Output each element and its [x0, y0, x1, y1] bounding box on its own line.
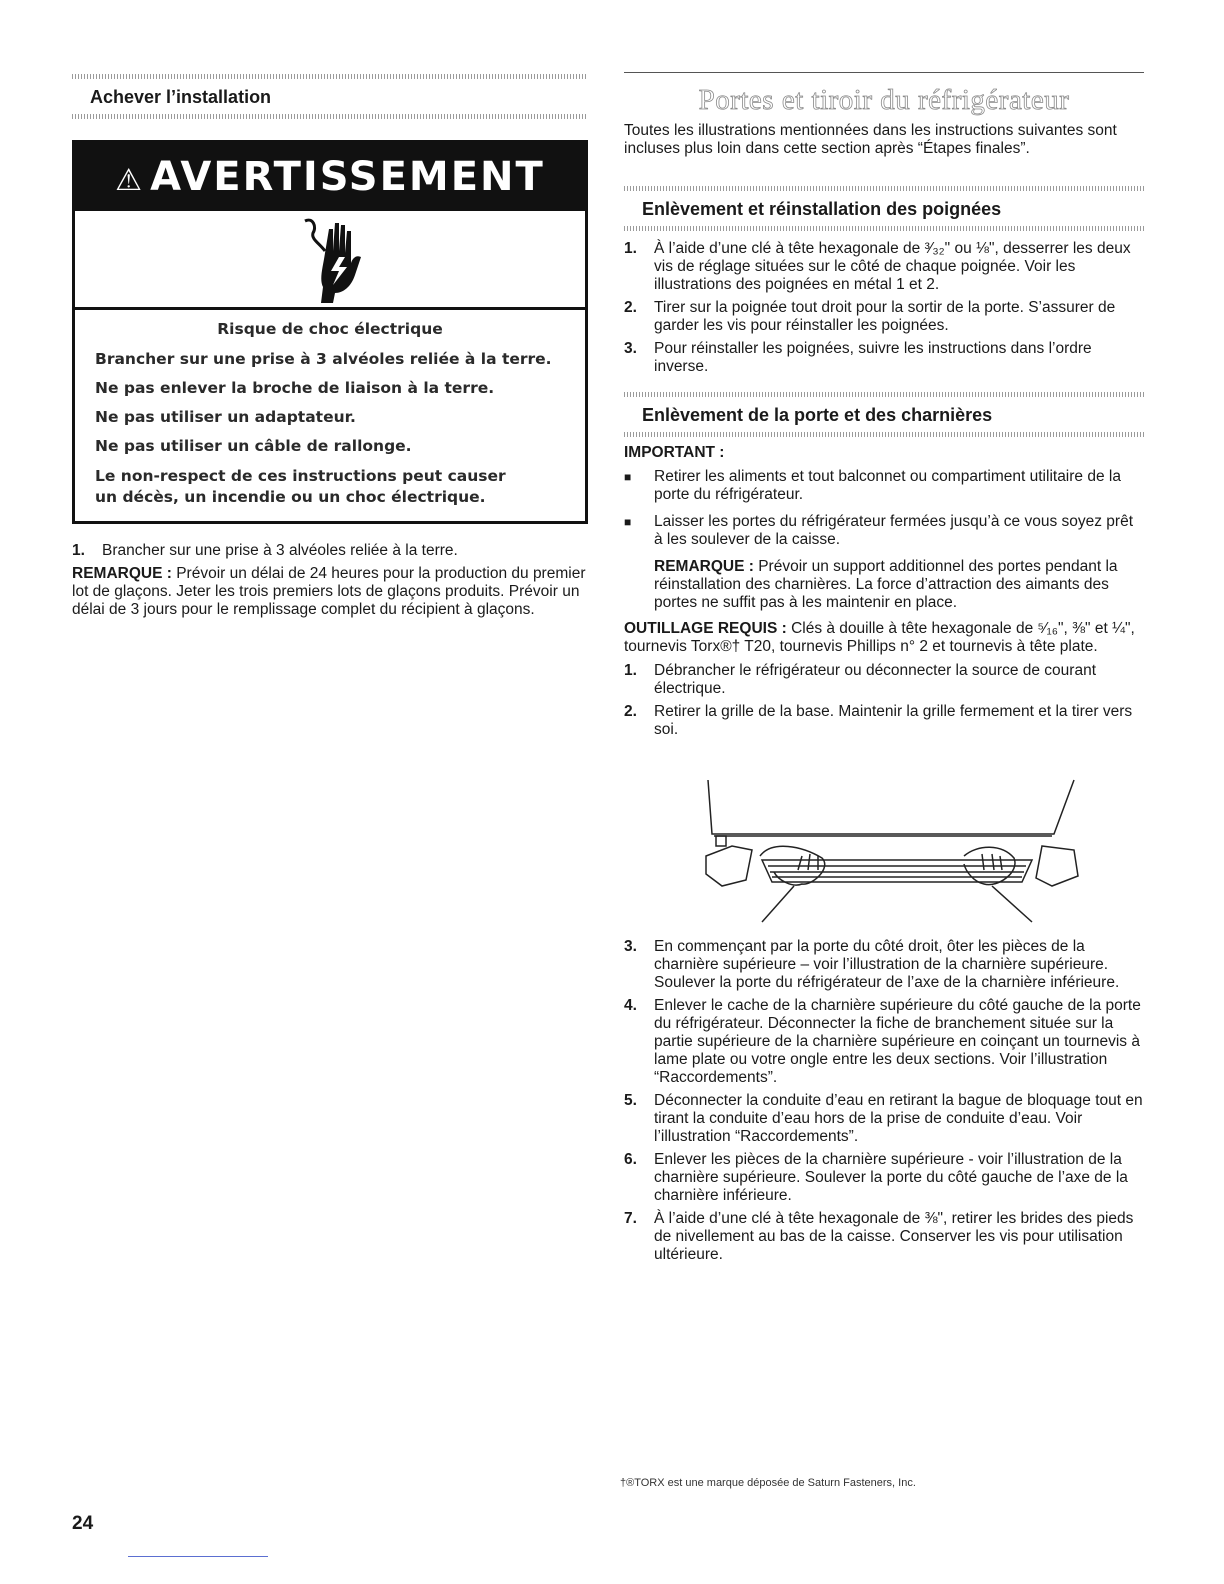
step-text: Brancher sur une prise à 3 alvéoles reliée à la terre.: [102, 542, 458, 559]
bullet-icon: ■: [624, 470, 632, 484]
doors-content: [624, 444, 1144, 744]
step-number: 3.: [624, 340, 637, 357]
warning-banner: [75, 143, 585, 211]
note-label: REMARQUE :: [72, 565, 172, 582]
step-number: 2.: [624, 703, 637, 720]
bottom-link-rule: [128, 1556, 268, 1557]
step-text: En commençant par la porte du côté droit, ôter les pièces de la charnière supérieure – voir l’illustration de la charnière supérieure. Soulever la porte du réfrigérateur de l’axe de la charnière inférieure.: [654, 938, 1120, 991]
warning-line: Ne pas utiliser un câble de rallonge.: [95, 437, 412, 455]
warning-last-line-2: un décès, un incendie ou un choc électrique.: [95, 488, 486, 506]
base-grille-removal-illustration: [702, 776, 1082, 926]
note-label: REMARQUE :: [654, 558, 754, 575]
step-number: 1.: [624, 662, 637, 679]
list-item: [624, 662, 1144, 698]
section-title: Enlèvement et réinstallation des poignées: [642, 199, 1002, 219]
warning-line: [95, 466, 585, 508]
footnote: †®TORX est une marque déposée de Saturn Fasteners, Inc.: [620, 1477, 916, 1489]
step-text: À l’aide d’une clé à tête hexagonale de ⅜", retirer les brides des pieds de nivellement au bas de la caisse. Conserver les vis pour utilisation ultérieure.: [654, 1210, 1134, 1263]
tools-label: OUTILLAGE REQUIS :: [624, 620, 787, 637]
note-paragraph: [654, 558, 1144, 612]
list-item: [624, 703, 1144, 739]
warning-line: Brancher sur une prise à 3 alvéoles reliée à la terre.: [95, 350, 552, 368]
doors-steps-continued: [624, 938, 1144, 1269]
note-text: Prévoir un support additionnel des portes pendant la réinstallation des charnières. La force d’attraction des aimants des portes ne suffit pas à les maintenir en place.: [654, 558, 1118, 611]
bullet-icon: ■: [624, 515, 632, 529]
bullet-text: Laisser les portes du réfrigérateur fermées jusqu’à ce vous soyez prêt à les soulever de la caisse.: [654, 513, 1134, 548]
step-number: 2.: [624, 299, 637, 316]
bullet-text: Retirer les aliments et tout balconnet ou compartiment utilitaire de la porte du réfrigérateur.: [654, 468, 1121, 503]
step-text: Débrancher le réfrigérateur ou déconnecter la source de courant électrique.: [654, 662, 1097, 697]
top-rule: [624, 72, 1144, 73]
step-number: 1.: [72, 542, 85, 559]
tools-text: Clés à douille à tête hexagonale de ⁵⁄₁₆", ⅜" et ¼", tournevis Torx®† T20, tournevis Phillips n° 2 et tournevis à tête plate.: [624, 620, 1135, 655]
warning-line: Ne pas utiliser un adaptateur.: [95, 408, 356, 426]
step-number: 6.: [624, 1151, 637, 1168]
section-header-installation: [72, 74, 588, 119]
important-label: IMPORTANT :: [624, 444, 725, 461]
note-text: Prévoir un délai de 24 heures pour la production du premier lot de glaçons. Jeter les trois premiers lots de glaçons produits. Prévoir un délai de 3 jours pour le remplissage complet du récipient à glaçons.: [72, 565, 586, 618]
note-paragraph: [72, 565, 588, 619]
list-item: [624, 299, 1144, 335]
list-item: [624, 1210, 1144, 1264]
step-number: 1.: [624, 240, 637, 257]
step-text: Déconnecter la conduite d’eau en retirant la bague de bloquage tout en tirant la conduite d’eau hors de la prise de conduite d’eau. Voir l’illustration “Raccordements”.: [654, 1092, 1143, 1145]
list-item: [624, 1092, 1144, 1146]
list-item: [72, 542, 588, 560]
step-text: Tirer sur la poignée tout droit pour la sortir de la porte. S’assurer de garder les vis pour réinstaller les poignées.: [654, 299, 1116, 334]
section-title: Enlèvement de la porte et des charnières: [642, 405, 993, 425]
list-item: [624, 513, 1144, 549]
warning-box: [72, 140, 588, 524]
list-item: [624, 340, 1144, 376]
intro-paragraph: Toutes les illustrations mentionnées dans les instructions suivantes sont incluses plus loin dans cette section après “Étapes finales”.: [624, 122, 1117, 157]
tools-paragraph: [624, 620, 1144, 656]
step-number: 3.: [624, 938, 637, 955]
list-item: [624, 240, 1144, 294]
step-number: 4.: [624, 997, 637, 1014]
warning-icon-zone: [75, 211, 585, 310]
warning-last-line-1: Le non-respect de ces instructions peut causer: [95, 467, 506, 485]
step-number: 5.: [624, 1092, 637, 1109]
list-item: [624, 468, 1144, 504]
step-text: À l’aide d’une clé à tête hexagonale de ³⁄₃₂" ou ⅛", desserrer les deux vis de réglage situées sur le côté de chaque poignée. Voir les illustrations des poignées en métal 1 et 2.: [654, 240, 1131, 293]
step-number: 7.: [624, 1210, 637, 1227]
left-body: [72, 542, 588, 619]
list-item: [624, 997, 1144, 1087]
list-item: [624, 938, 1144, 992]
electric-shock-hand-icon: [303, 213, 367, 303]
section-header-doors: [624, 392, 1144, 437]
page-title: Portes et tiroir du réfrigérateur: [698, 84, 1070, 116]
warning-line: Ne pas enlever la broche de liaison à la terre.: [95, 379, 495, 397]
step-text: Retirer la grille de la base. Maintenir la grille fermement et la tirer vers soi.: [654, 703, 1133, 738]
page-number: 24: [72, 1513, 94, 1534]
step-text: Enlever les pièces de la charnière supérieure - voir l’illustration de la charnière supérieure. Soulever la porte du côté gauche de l’axe de la charnière inférieure.: [654, 1151, 1128, 1204]
step-text: Pour réinstaller les poignées, suivre les instructions dans l’ordre inverse.: [654, 340, 1092, 375]
section-title: Achever l’installation: [90, 87, 272, 107]
section-header-handles: [624, 186, 1144, 231]
warning-triangle-icon: ⚠: [115, 163, 145, 198]
step-text: Enlever le cache de la charnière supérieure du côté gauche de la porte du réfrigérateur. Déconnecter la fiche de branchement située sur la partie supérieure de la charnière supérieure en coinçant un tournevis à lame plate ou votre ongle entre les deux sections. Voir l’illustration “Raccordements”.: [654, 997, 1141, 1086]
handles-steps: [624, 240, 1144, 381]
warning-title: Risque de choc électrique: [217, 320, 443, 338]
list-item: [624, 1151, 1144, 1205]
warning-banner-text: AVERTISSEMENT: [150, 154, 545, 200]
